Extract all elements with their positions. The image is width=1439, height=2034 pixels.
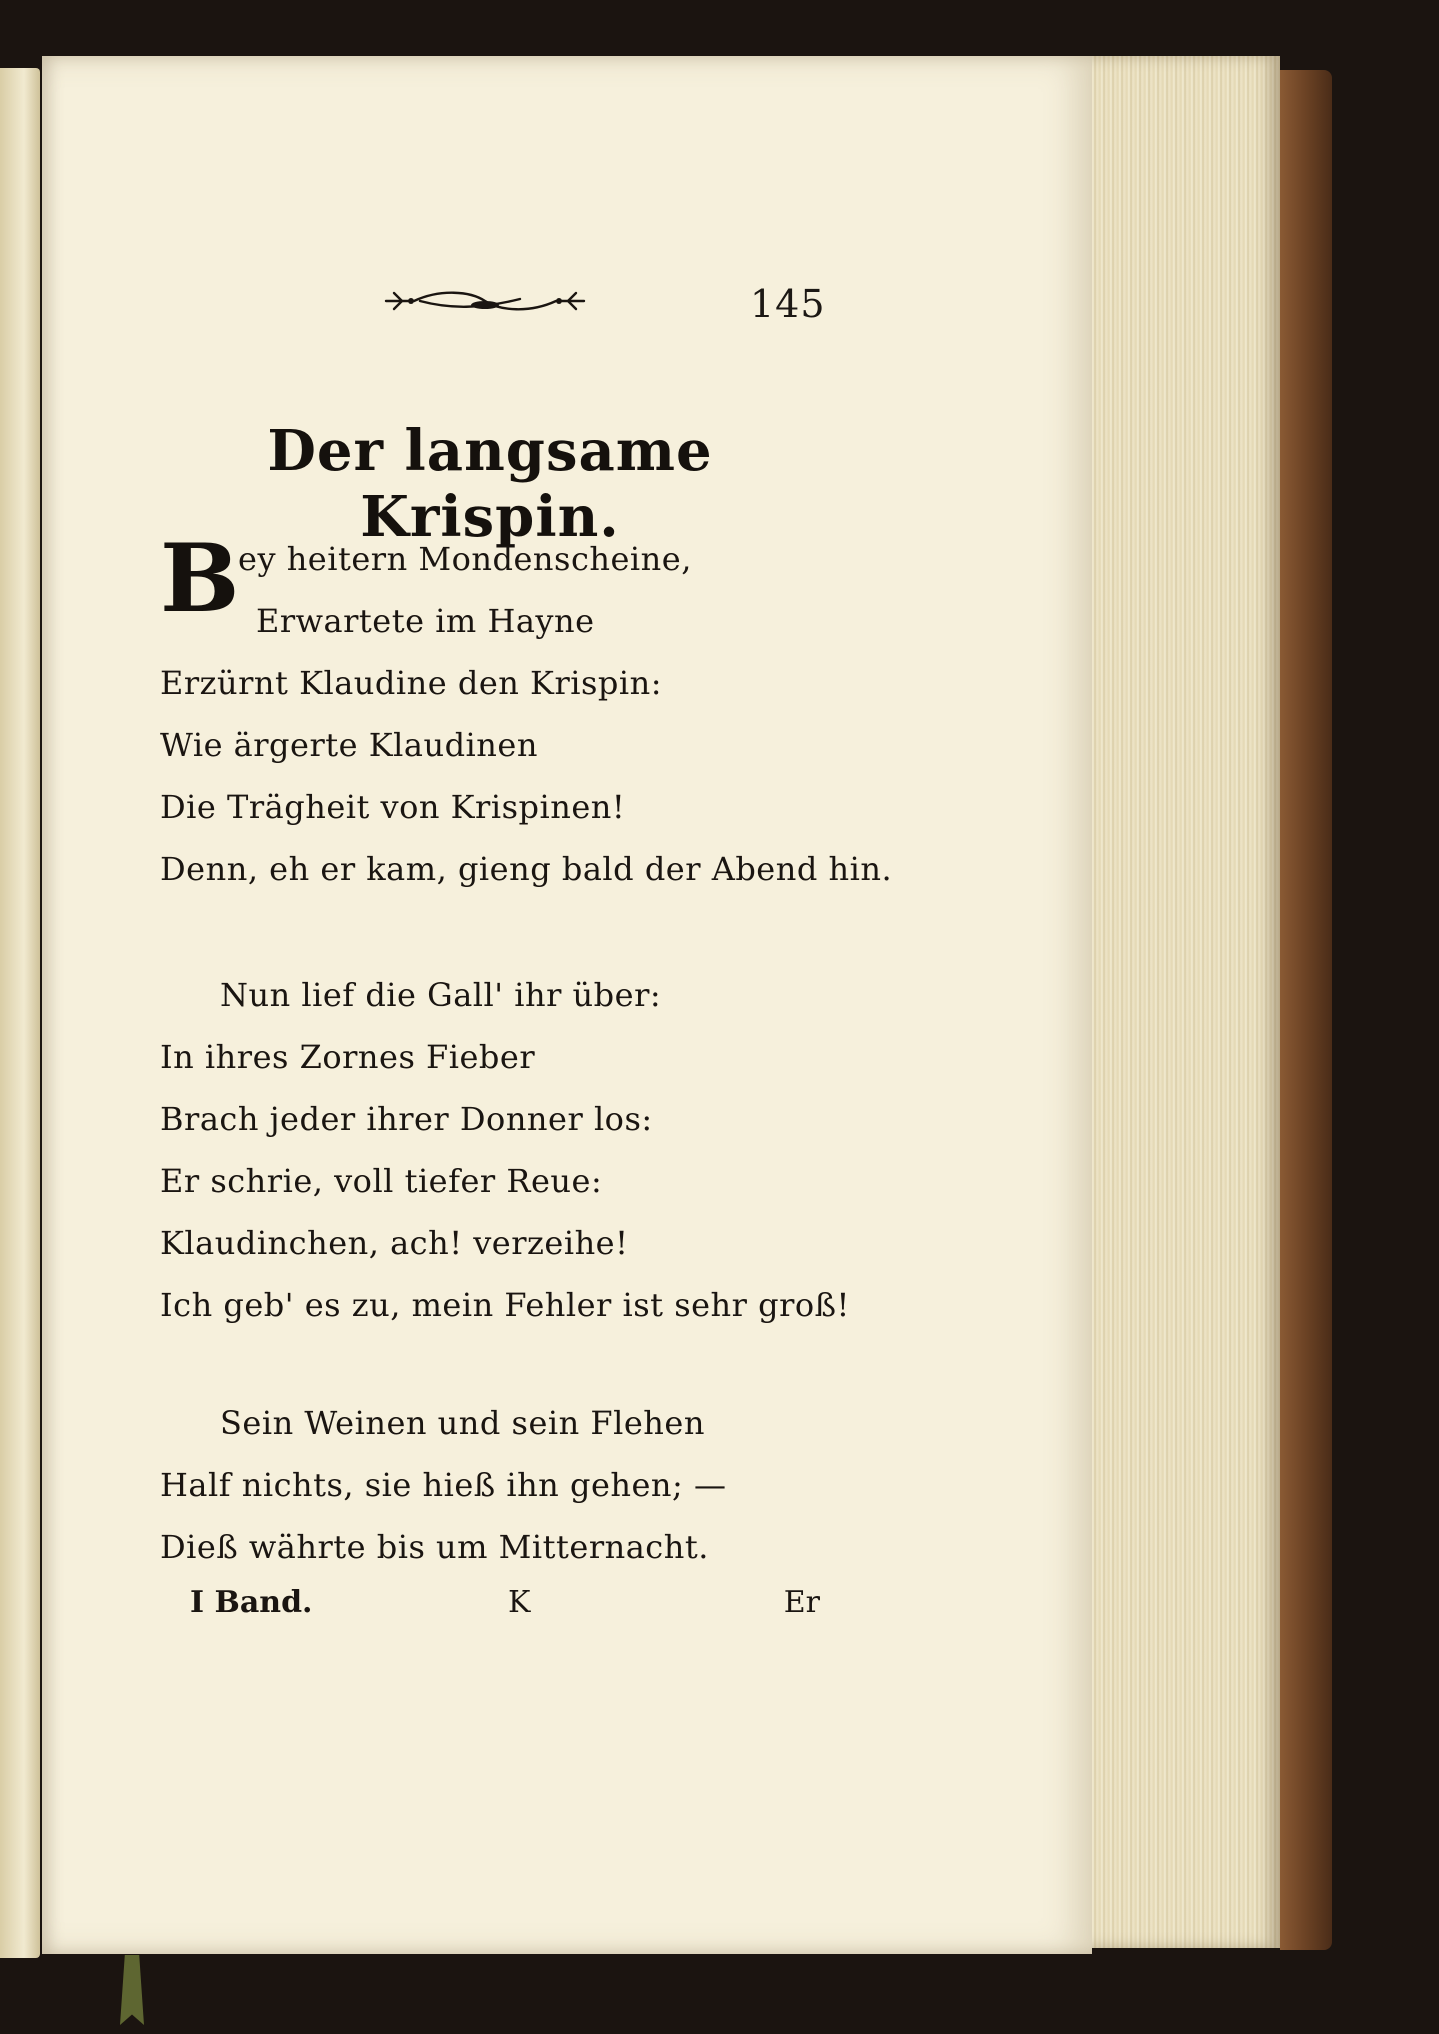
verse-line: Wie ärgerte Klaudinen xyxy=(160,726,538,764)
volume-signature: I Band. xyxy=(190,1585,313,1620)
verse-line: Sein Weinen und sein Flehen xyxy=(220,1404,705,1442)
verse-line: ey heitern Mondenscheine, xyxy=(238,540,692,578)
page-footer xyxy=(190,1585,820,1635)
verse-line: In ihres Zornes Fieber xyxy=(160,1038,536,1076)
verse-line: Brach jeder ihrer Donner los: xyxy=(160,1100,653,1138)
poem-title: Der langsame Krispin. xyxy=(267,418,713,550)
verse-line: Ich geb' es zu, mein Fehler ist sehr groß! xyxy=(160,1286,850,1324)
page-number: 145 xyxy=(750,282,826,326)
verse-line: Dieß währte bis um Mitternacht. xyxy=(160,1528,709,1566)
verse-line: Die Trägheit von Krispinen! xyxy=(160,788,626,826)
book-cover-edge xyxy=(1280,70,1332,1950)
verse-line: Erzürnt Klaudine den Krispin: xyxy=(160,664,662,702)
page-stack-edges xyxy=(1070,56,1280,1948)
gathering-signature: K xyxy=(508,1585,531,1620)
verse-line: Er schrie, voll tiefer Reue: xyxy=(160,1162,603,1200)
verse-line: Denn, eh er kam, gieng bald der Abend hin. xyxy=(160,850,893,888)
left-page-edge xyxy=(0,68,40,1958)
catchword: Er xyxy=(783,1585,820,1620)
stanza-1-opening xyxy=(160,524,892,652)
verse-line: Klaudinchen, ach! verzeihe! xyxy=(160,1224,629,1262)
fleuron-ornament-icon xyxy=(380,283,590,319)
drop-cap: B xyxy=(160,524,240,634)
verse-line: Half nichts, sie hieß ihn gehen; — xyxy=(160,1466,727,1504)
stanza-1 xyxy=(160,524,893,900)
bookmark-ribbon xyxy=(120,1955,144,2025)
verse-line: Nun lief die Gall' ihr über: xyxy=(220,976,662,1014)
stanza-2 xyxy=(160,964,850,1336)
stanza-3 xyxy=(160,1392,726,1578)
verse-line: Erwartete im Hayne xyxy=(256,602,595,640)
